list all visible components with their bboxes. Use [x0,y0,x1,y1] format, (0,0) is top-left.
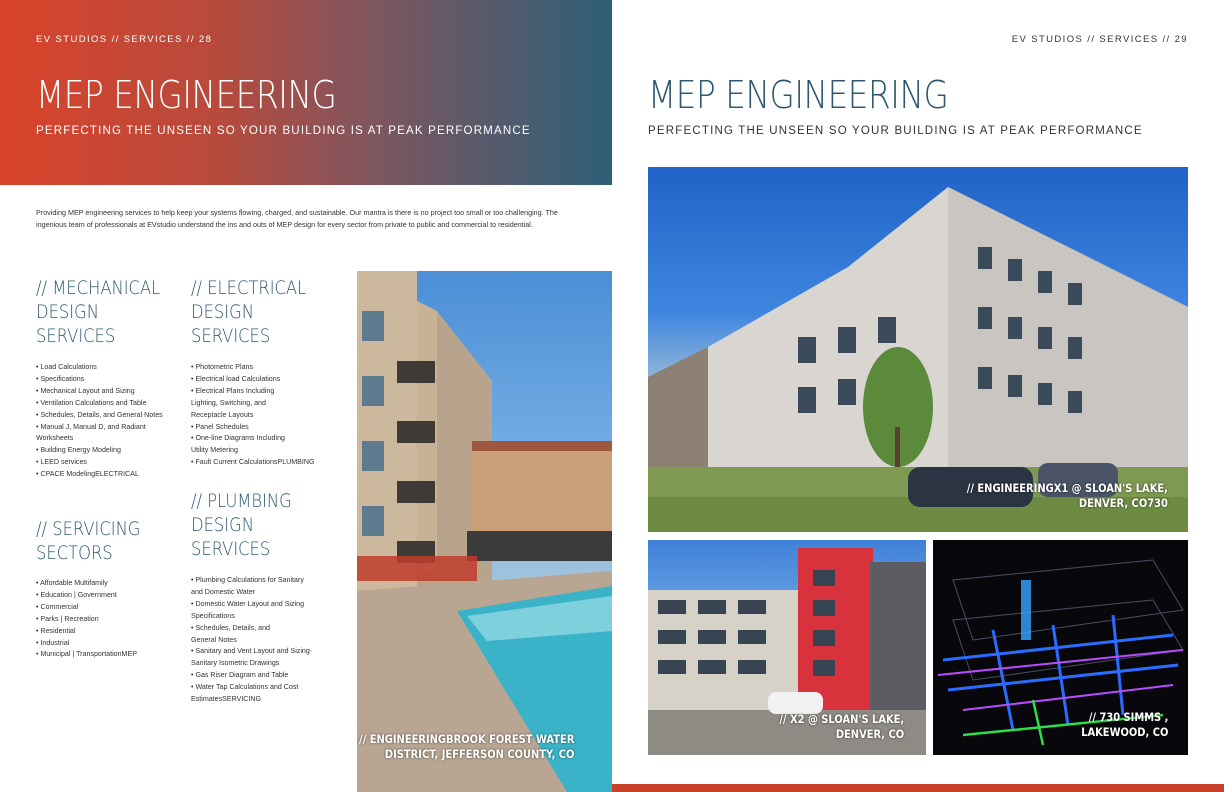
list-item: • Ventilation Calculations and Table [36,398,147,407]
list-item: Lighting, Switching, and [191,398,266,407]
plumbing-list [191,575,331,706]
photo-caption-x2 [779,712,904,742]
list-item: • Electrical Plans Including [191,386,275,395]
list-item: Sanitary Isometric Drawings [191,659,280,668]
list-item: • Parks | Recreation [36,614,99,623]
intro-paragraph: Providing MEP engineering services to help keep your systems flowing, charged, and sustainable. Our mantra is there is no project too small or too challenging. The ingenious team of professionals at EVstudio understand the ins and outs of MEP design for every sector from private to public and commercial to residential. [36,208,558,229]
page-subtitle-left: PERFECTING THE UNSEEN SO YOUR BUILDING IS AT PEAK PERFORMANCE [36,125,531,137]
list-item: • Water Tap Calculations and Cost [191,683,299,692]
list-item: • Manual J, Manual D, and Radiant Worksheets [36,422,146,443]
page-folio-right: EV STUDIOS // SERVICES // 29 [1011,34,1188,45]
list-item: • Specifications [36,374,85,383]
heading-line: SERVICES [191,538,271,560]
electrical-list [191,362,331,469]
page-title-left: MEP ENGINEERING [36,73,337,117]
caption-line: DENVER, CO [835,727,904,741]
list-item: • Plumbing Calculations for Sanitary [191,576,304,584]
list-item: • Residential [36,626,76,635]
page-folio-left: EV STUDIOS // SERVICES // 28 [36,34,213,45]
heading-line: DESIGN [191,301,254,323]
heading-line: DESIGN [36,301,99,323]
list-item: • Schedules, Details, and General Notes [36,410,163,419]
photo-caption-bim [1081,710,1168,740]
heading-line: SERVICES [36,325,116,347]
photo-730-simms-bim-model [933,540,1188,755]
caption-line: // ENGINEERINGX1 @ SLOAN'S LAKE, [966,481,1168,495]
heading-line: // MECHANICAL [36,277,161,299]
list-item: • Mechanical Layout and Sizing [36,386,135,395]
caption-line: DISTRICT, JEFFERSON COUNTY, CO [384,747,574,761]
page-subtitle-right: PERFECTING THE UNSEEN SO YOUR BUILDING IS AT PEAK PERFORMANCE [648,125,1143,137]
heading-line: // ELECTRICAL [191,277,307,299]
list-item: General Notes [191,635,237,644]
photo-main-illustration [648,167,1188,532]
list-item: EstimatesSERVICING [191,695,262,704]
sectors-list [36,578,166,661]
list-item: • One-line Diagrams Including [191,434,285,443]
plumbing-heading [191,489,320,561]
list-item: Specifications [191,611,235,620]
heading-line: DESIGN [191,514,254,536]
heading-line: // SERVICING [36,518,141,540]
list-item: • Affordable Multifamily [36,579,108,587]
list-item: • Photometric Plans [191,363,254,371]
heading-line: // PLUMBING [191,490,292,512]
photo-x2-sloans-lake [648,540,926,755]
page-title-right: MEP ENGINEERING [648,73,949,117]
sectors-heading [36,517,165,565]
photo-x1-sloans-lake [648,167,1188,532]
list-item: • Panel Schedules [191,422,249,431]
list-item: • Domestic Water Layout and Sizing [191,599,305,608]
electrical-heading [191,276,320,348]
list-item: • Municipal | TransportationMEP [36,650,137,659]
list-item: • LEED services [36,458,87,467]
list-item: • Gas Riser Diagram and Table [191,671,289,680]
list-item: • CPACE ModelingELECTRICAL [36,470,139,479]
list-item: and Domestic Water [191,587,255,596]
list-item: • Fault Current CalculationsPLUMBING [191,458,315,467]
heading-line: SERVICES [191,325,271,347]
mechanical-list [36,362,166,481]
list-item: • Load Calculations [36,363,97,371]
list-item: Utility Metering [191,446,238,455]
list-item: • Education | Government [36,590,117,599]
photo-caption-pool [359,732,574,762]
list-item: • Sanitary and Vent Layout and Sizing· [191,647,313,656]
list-item: • Commercial [36,602,79,611]
heading-line: SECTORS [36,542,113,564]
caption-line: // X2 @ SLOAN'S LAKE, [779,712,904,726]
list-item: Receptacle Layouts [191,410,254,419]
photo-pool-apartments [357,271,612,792]
footer-accent-bar [612,784,1224,792]
caption-line: LAKEWOOD, CO [1080,725,1168,739]
list-item: • Schedules, Details, and [191,623,270,632]
photo-pool-illustration [357,271,612,792]
photo-caption-main [967,481,1168,511]
list-item: • Building Energy Modeling [36,446,121,455]
caption-line: // 730 SIMMS , [1088,710,1168,724]
mechanical-heading [36,276,165,348]
list-item: • Electrical load Calculations [191,374,281,383]
caption-line: DENVER, CO730 [1079,496,1168,510]
list-item: • Industrial [36,638,70,647]
caption-line: // ENGINEERINGBROOK FOREST WATER [358,732,574,746]
